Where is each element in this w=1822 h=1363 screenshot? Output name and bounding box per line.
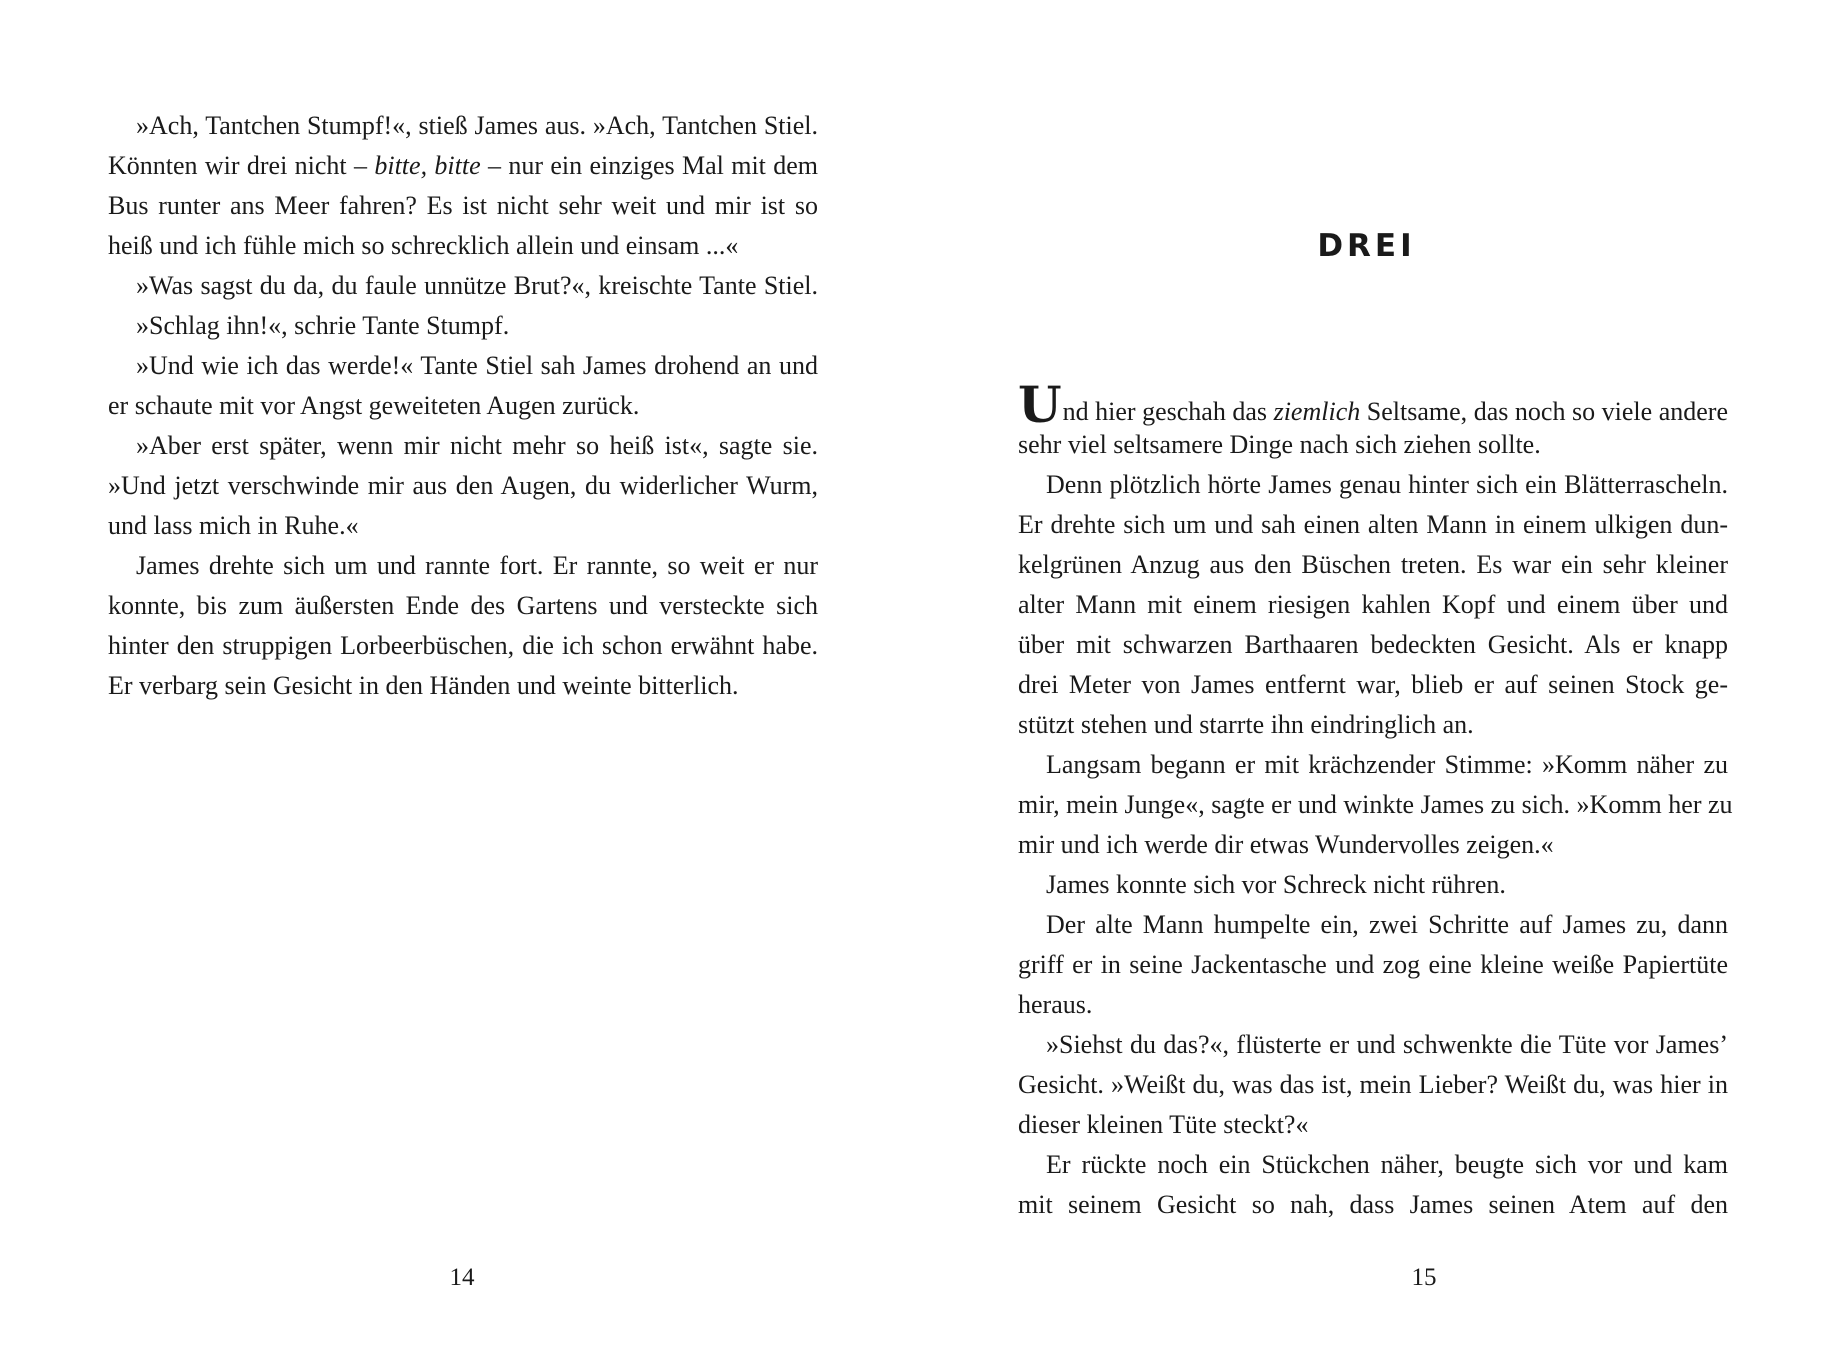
text-line: Er rückte noch ein Stückchen näher, beugte sich vor und kam [1046,1150,1728,1179]
text-line: Gesicht. »Weißt du, was das ist, mein Lieber? Weißt du, was hier in [1018,1070,1728,1099]
text-line: drei Meter von James entfernt war, blieb er auf seinen Stock ge- [1018,670,1728,699]
text-line: »Was sagst du da, du faule unnütze Brut?«, kreischte Tante Stiel. [136,271,818,300]
text-line: stützt stehen und starrte ihn eindringlich an. [1018,710,1474,739]
text-segment: Könnten wir drei nicht – [108,151,375,180]
text-line: Der alte Mann humpelte ein, zwei Schritte auf James zu, dann [1046,910,1728,939]
text-line [1018,375,1728,434]
text-line: mir, mein Junge«, sagte er und winkte James zu sich. »Komm her zu [1018,790,1733,819]
right-page-text [1018,375,1733,1225]
text-line: Denn plötzlich hörte James genau hinter sich ein Blätterrascheln. [1046,470,1728,499]
emphasis-text: bitte, bitte [374,151,481,180]
text-line: über mit schwarzen Barthaaren bedeckten Gesicht. Als er knapp [1018,630,1728,659]
text-line: Bus runter ans Meer fahren? Es ist nicht sehr weit und mir ist so [108,191,818,220]
text-line: mir und ich werde dir etwas Wundervolles zeigen.« [1018,830,1554,859]
left-page-text [108,106,818,706]
text-line: »Und wie ich das werde!« Tante Stiel sah James drohend an und [136,351,818,380]
text-line: alter Mann mit einem riesigen kahlen Kopf und einem über und [1018,590,1728,619]
text-line: sehr viel seltsamere Dinge nach sich ziehen sollte. [1018,430,1541,459]
text-line: James drehte sich um und rannte fort. Er rannte, so weit er nur [136,551,818,580]
text-line: Er verbarg sein Gesicht in den Händen und weinte bitterlich. [108,671,739,700]
text-segment: nd hier geschah das [1062,397,1274,426]
text-line: »Schlag ihn!«, schrie Tante Stumpf. [136,311,510,340]
chapter-title: DREI [1317,228,1416,264]
text-line: er schaute mit vor Angst geweiteten Augen zurück. [108,391,640,420]
text-line: mit seinem Gesicht so nah, dass James seinen Atem auf den [1018,1190,1728,1219]
text-line: Er drehte sich um und sah einen alten Mann in einem ulkigen dun- [1018,510,1728,539]
right-page [911,0,1822,1363]
text-line: »Ach, Tantchen Stumpf!«, stieß James aus. »Ach, Tantchen Stiel. [136,111,818,140]
drop-cap: U [1018,375,1062,434]
text-line: kelgrünen Anzug aus den Büschen treten. Es war ein sehr kleiner [1018,550,1728,579]
text-line: »Und jetzt verschwinde mir aus den Augen, du widerlicher Wurm, [108,471,818,500]
page-number: 14 [449,1264,475,1291]
text-line: heiß und ich fühle mich so schrecklich allein und einsam ...« [108,231,739,260]
text-line: heraus. [1018,990,1093,1019]
text-line: »Siehst du das?«, flüsterte er und schwenkte die Tüte vor James’ [1046,1030,1728,1059]
text-line: und lass mich in Ruhe.« [108,511,359,540]
text-segment: Seltsame, das noch so viele andere [1360,397,1728,426]
text-line: griff er in seine Jackentasche und zog eine kleine weiße Papiertüte [1018,950,1728,979]
emphasis-text: ziemlich [1273,397,1361,426]
page-number: 15 [1411,1264,1437,1291]
text-line: konnte, bis zum äußersten Ende des Gartens und versteckte sich [108,591,818,620]
text-line: »Aber erst später, wenn mir nicht mehr so heiß ist«, sagte sie. [136,431,818,460]
text-line [108,146,818,186]
text-line: hinter den struppigen Lorbeerbüschen, die ich schon erwähnt habe. [108,631,818,660]
text-segment: – nur ein einziges Mal mit dem [480,151,819,180]
text-line: Langsam begann er mit krächzender Stimme: »Komm näher zu [1046,750,1728,779]
text-line: dieser kleinen Tüte steckt?« [1018,1110,1309,1139]
text-line: James konnte sich vor Schreck nicht rühren. [1046,870,1506,899]
